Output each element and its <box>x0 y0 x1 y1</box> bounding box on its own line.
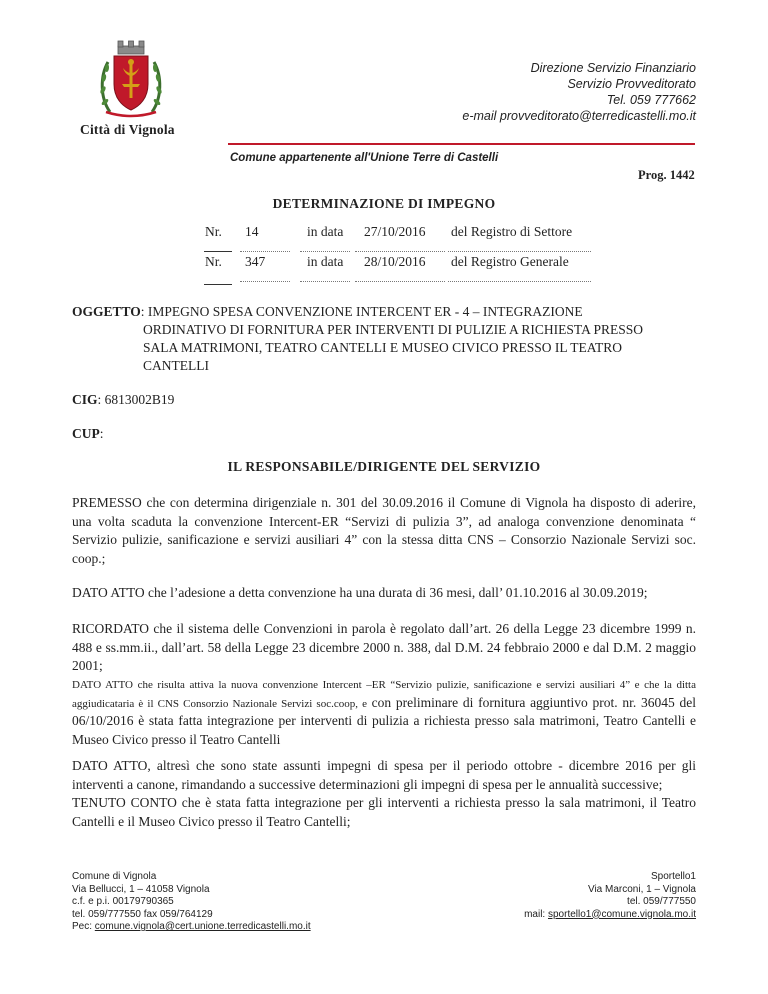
row-underline <box>240 281 290 282</box>
footer-mail-link[interactable]: sportello1@comune.vignola.mo.it <box>547 908 696 920</box>
date-value: 27/10/2016 <box>364 224 426 239</box>
nr-value: 14 <box>245 224 259 239</box>
paragraph-small-text: DATO ATTO che risulta attiva la nuova convenzione Intercent –ER “Servizio pulizie, sanificazione e servizi ausiliari 4” e che la ditta aggiudicataria è il CNS Consorzio Nazionale Servizi soc.coop, e <box>72 679 696 710</box>
paragraph-text: con preliminare di fornitura aggiuntivo prot. nr. 36045 del 06/10/2016 è stata fatta integrazione per interventi di pulizia a richiesta presso sala matrimoni, Teatro Cantelli e Museo Civico presso il Teatro Cantelli <box>72 694 696 747</box>
row-underline <box>355 251 445 252</box>
footer-left <box>72 871 311 934</box>
row-underline <box>355 281 445 282</box>
nr-label: Nr. <box>205 224 222 239</box>
registry-name: del Registro di Settore <box>451 224 573 239</box>
row-underline <box>448 251 591 252</box>
cup-line <box>72 425 696 444</box>
footer-mail <box>524 909 696 922</box>
cig-line <box>72 391 696 410</box>
oggetto-text: : IMPEGNO SPESA CONVENZIONE INTERCENT ER - 4 – INTEGRAZIONE <box>140 304 583 319</box>
prog-number: Prog. 1442 <box>638 168 695 182</box>
cig-value: : 6813002B19 <box>97 392 175 407</box>
nr-value: 347 <box>245 254 266 269</box>
paragraph-dato-atto-durata: DATO ATTO che l’adesione a detta convenzione ha una durata di 36 mesi, dall’ 01.10.2016 al 30.09.2019; <box>72 585 648 600</box>
registry-name: del Registro Generale <box>451 254 569 269</box>
footer-mail-label: mail: <box>524 908 548 920</box>
city-crest-logo <box>96 38 166 120</box>
row-underline <box>300 251 350 252</box>
oggetto-line: CANTELLI <box>143 358 209 373</box>
footer-phone-fax: tel. 059/777550 fax 059/764129 <box>72 908 213 920</box>
footer-pec-link[interactable]: comune.vignola@cert.unione.terredicastelli.mo.it <box>94 921 311 932</box>
office-phone: Tel. 059 777662 <box>606 93 696 107</box>
oggetto-label: OGGETTO <box>72 304 141 319</box>
oggetto-first-line <box>72 303 696 322</box>
cup-value: : <box>99 426 104 441</box>
row-underline <box>240 251 290 252</box>
office-email: e-mail provveditorato@terredicastelli.mo.it <box>462 109 696 123</box>
footer-right <box>524 871 696 921</box>
footer-tax-id: c.f. e p.i. 00179790365 <box>72 896 174 907</box>
cig-label: CIG <box>72 392 98 407</box>
nr-label: Nr. <box>205 254 222 269</box>
footer-office-address: Via Marconi, 1 – Vignola <box>587 883 696 895</box>
footer-org-name: Comune di Vignola <box>72 871 157 882</box>
cup-label: CUP <box>72 426 100 441</box>
office-service: Servizio Provveditorato <box>567 77 696 91</box>
city-name: Città di Vignola <box>80 122 175 137</box>
footer-address: Via Bellucci, 1 – 41058 Vignola <box>72 883 210 895</box>
section-title: IL RESPONSABILE/DIRIGENTE DEL SERVIZIO <box>227 459 541 474</box>
footer-pec <box>72 921 311 934</box>
oggetto-line: SALA MATRIMONI, TEATRO CANTELLI E MUSEO CIVICO PRESSO IL TEATRO <box>143 340 623 355</box>
footer-office-name: Sportello1 <box>650 871 696 882</box>
row-underline <box>204 284 232 285</box>
row-underline <box>204 251 232 252</box>
union-line: Comune appartenente all'Unione Terre di Castelli <box>230 152 499 164</box>
paragraph-dato-atto-convenzione <box>72 675 696 749</box>
office-contact-block <box>462 60 696 124</box>
paragraph-premesso: PREMESSO che con determina dirigenziale n. 301 del 30.09.2016 il Comune di Vignola ha disposto di aderire, una volta scaduta la convenzione Intercent-ER “Servizi di pulizia 3”, ad analoga convenzione denominata “ Servizio pulizie, sanificazione e servizi ausiliari 4” con la stessa ditta CNS – Consorzio Nazionale Servizi soc. coop.; <box>72 495 696 566</box>
in-data-label: in data <box>307 254 344 269</box>
date-value: 28/10/2016 <box>364 254 426 269</box>
row-underline <box>448 281 591 282</box>
paragraph-ricordato: RICORDATO che il sistema delle Convenzioni in parola è regolato dall’art. 26 della Legge 23 dicembre 1999 n. 488 e ss.mm.ii., dall’art. 58 della Legge 23 dicembre 2000 n. 388, dal D.M. 24 febbraio 2000 e dal D.M. 2 maggio 2001; <box>72 621 696 673</box>
paragraph-dato-atto-impegni: DATO ATTO, altresì che sono state assunti impegni di spesa per il periodo ottobre - dicembre 2016 per gli interventi a canone, rimandando a successive determinazioni gli impegni di spesa per le annualità successive; <box>72 758 696 792</box>
header-divider <box>228 143 695 145</box>
paragraph-tenuto-conto: TENUTO CONTO che è stata fatta integrazione per gli interventi a richiesta presso la sala matrimoni, il Teatro Cantelli e il Museo Civico presso il Teatro Cantelli; <box>72 795 696 829</box>
footer-office-phone: tel. 059/777550 <box>627 896 696 907</box>
footer-pec-label: Pec: <box>72 921 95 932</box>
office-direction: Direzione Servizio Finanziario <box>530 61 696 75</box>
in-data-label: in data <box>307 224 344 239</box>
oggetto-line: ORDINATIVO DI FORNITURA PER INTERVENTI DI PULIZIE A RICHIESTA PRESSO <box>143 322 643 337</box>
determination-title: DETERMINAZIONE DI IMPEGNO <box>272 196 496 211</box>
row-underline <box>300 281 350 282</box>
